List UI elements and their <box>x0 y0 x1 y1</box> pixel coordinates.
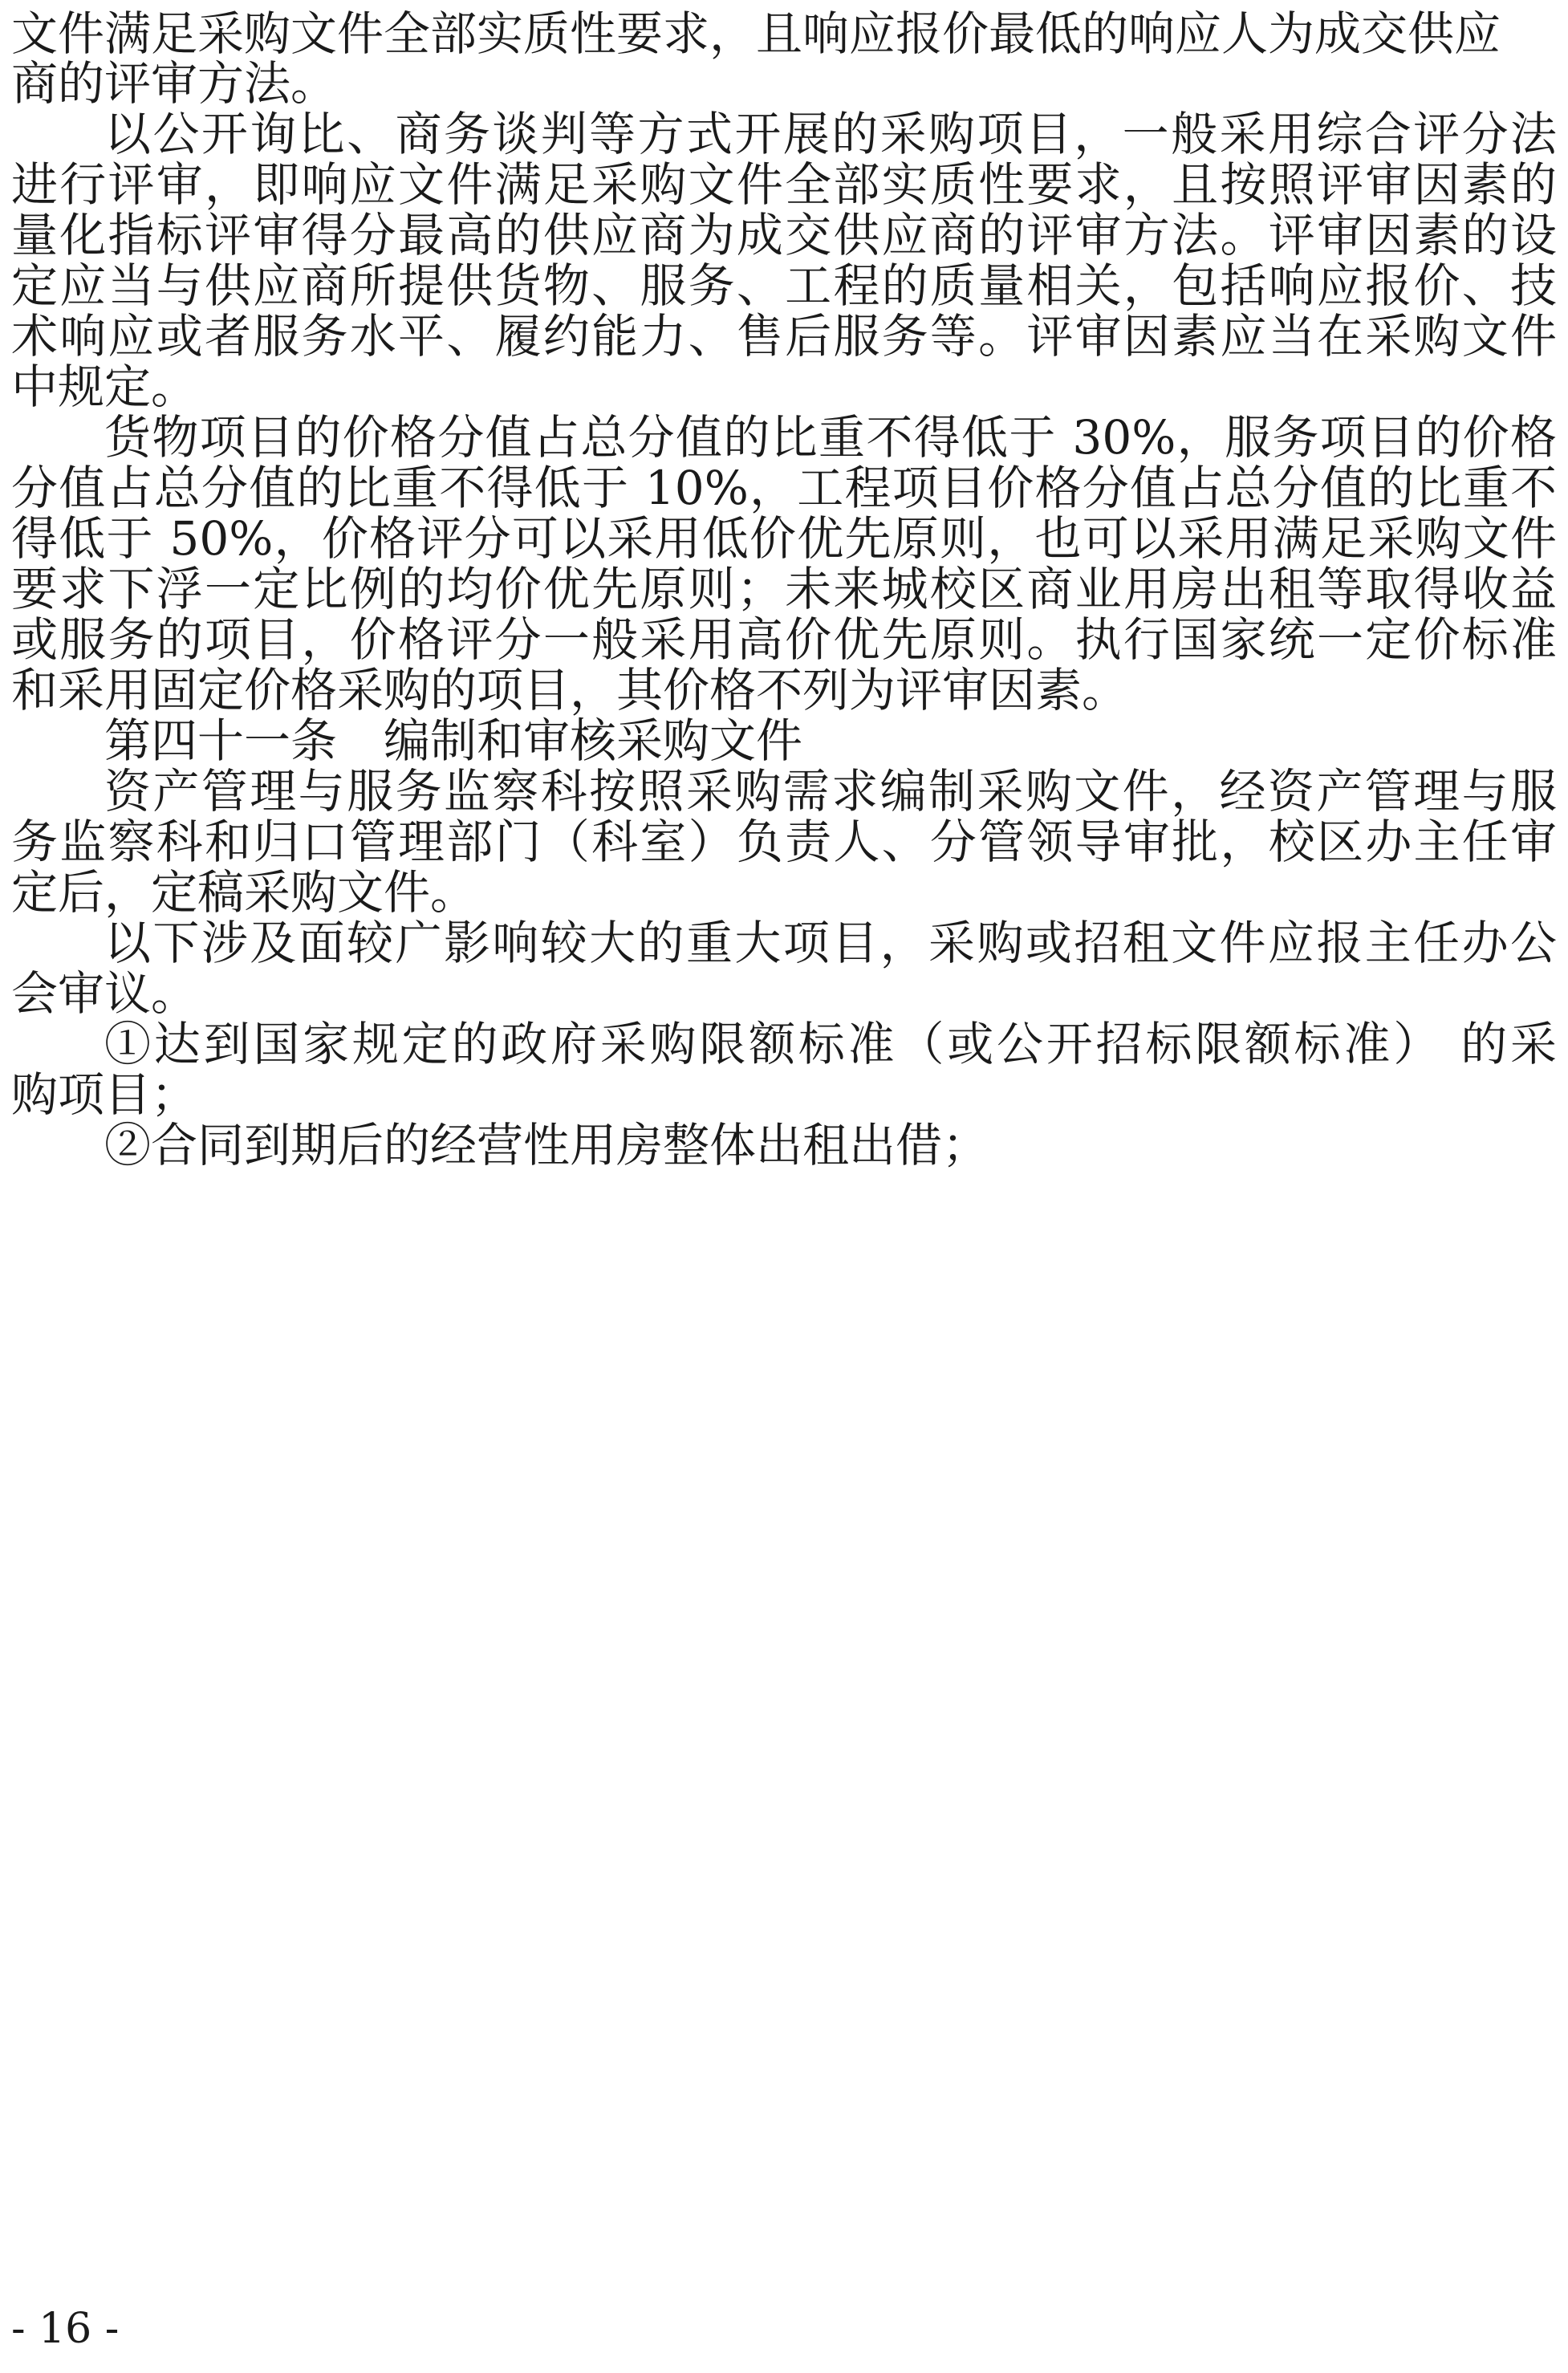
body-line-7: 术响应或者服务水平、履约能力、售后服务等。评审因素应当在采购文件 <box>11 311 1557 362</box>
body-line-11: 得低于 50%，价格评分可以采用低价优先原则，也可以采用满足采购文件 <box>11 513 1557 564</box>
body-line-5: 量化指标评审得分最高的供应商为成交供应商的评审方法。评审因素的设 <box>11 209 1557 261</box>
body-line-9: 货物项目的价格分值占总分值的比重不得低于 30%，服务项目的价格 <box>104 412 1557 463</box>
body-line-4: 进行评审，即响应文件满足采购文件全部实质性要求，且按照评审因素的 <box>11 159 1557 210</box>
body-line-17: 定后，定稿采购文件。 <box>11 867 477 918</box>
page-number: - 16 - <box>11 2305 120 2353</box>
body-line-13: 或服务的项目，价格评分一般采用高价优先原则。执行国家统一定价标准 <box>11 614 1557 665</box>
body-line-16: 务监察科和归口管理部门（科室）负责人、分管领导审批，校区办主任审 <box>11 816 1557 868</box>
section-title: 编制和审核采购文件 <box>384 715 803 766</box>
list-item-1-line-1: ①达到国家规定的政府采购限额标准（或公开招标限额标准） 的采 <box>104 1018 1557 1070</box>
body-line-19: 会审议。 <box>11 968 198 1019</box>
body-line-8: 中规定。 <box>11 361 198 412</box>
body-line-2: 商的评审方法。 <box>11 58 338 109</box>
body-line-10: 分值占总分值的比重不得低于 10%，工程项目价格分值占总分值的比重不 <box>11 462 1557 514</box>
section-heading <box>104 715 1557 766</box>
body-line-12: 要求下浮一定比例的均价优先原则；未来城校区商业用房出租等取得收益 <box>11 563 1557 615</box>
body-line-18: 以下涉及面较广影响较大的重大项目，采购或招租文件应报主任办公 <box>104 917 1557 969</box>
body-line-15: 资产管理与服务监察科按照采购需求编制采购文件，经资产管理与服 <box>104 766 1557 817</box>
body-line-3: 以公开询比、商务谈判等方式开展的采购项目，一般采用综合评分法 <box>104 108 1557 160</box>
body-line-6: 定应当与供应商所提供货物、服务、工程的质量相关，包括响应报价、技 <box>11 260 1557 311</box>
section-number: 第四十一条 <box>104 715 338 766</box>
body-line-14: 和采用固定价格采购的项目，其价格不列为评审因素。 <box>11 664 1129 716</box>
body-line-1: 文件满足采购文件全部实质性要求，且响应报价最低的响应人为成交供应 <box>11 8 1501 59</box>
list-item-1-line-2: 购项目； <box>11 1069 198 1120</box>
list-item-2: ②合同到期后的经营性用房整体出租出借； <box>104 1119 989 1171</box>
